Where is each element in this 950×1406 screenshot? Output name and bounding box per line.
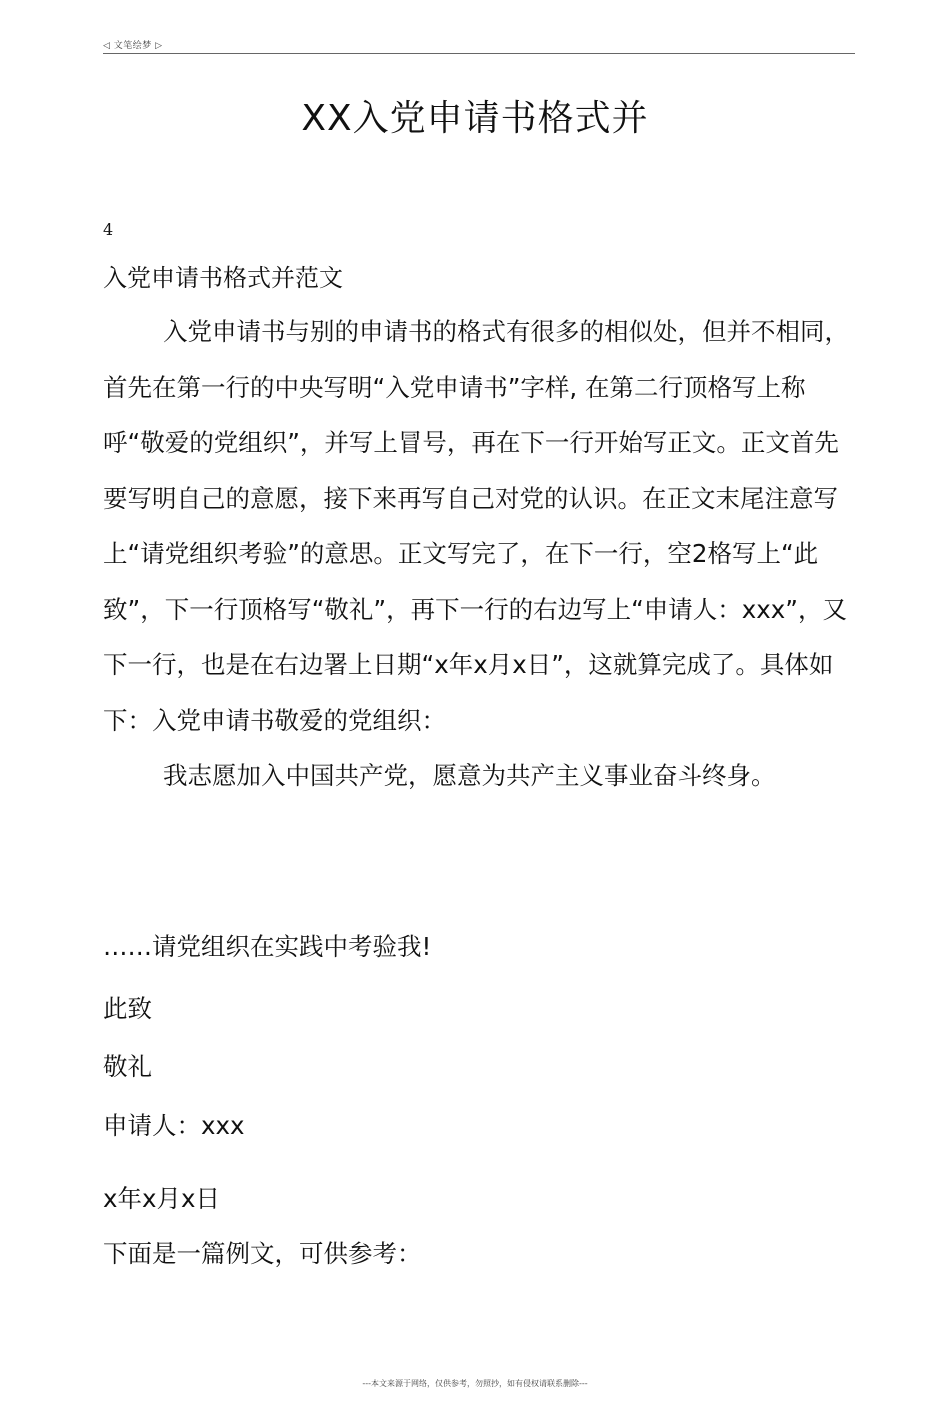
date-line: x年x月x日 <box>103 1184 220 1213</box>
page-footer: ---本文来源于网络，仅供参考，勿照抄，如有侵权请联系删除--- <box>362 1379 588 1388</box>
document-subtitle: 入党申请书格式并范文 <box>103 264 343 292</box>
example-intro: 下面是一篇例文，可供参考： <box>103 1239 422 1268</box>
closing-line: ……请党组织在实践中考验我! <box>103 932 432 961</box>
document-title: XX入党申请书格式并 <box>301 98 649 139</box>
header-divider <box>103 53 855 54</box>
applicant-line: 申请人：xxx <box>103 1111 245 1140</box>
salutation-cizhi: 此致 <box>103 994 152 1023</box>
paragraph-pledge: 我志愿加入中国共产党，愿意为共产主义事业奋斗终身。 <box>163 761 776 790</box>
page-number: 4 <box>103 220 114 239</box>
salutation-jingli: 敬礼 <box>103 1052 152 1081</box>
document-body <box>103 304 853 804</box>
page-header: ◁ 文笔绘梦 ▷ <box>103 41 163 51</box>
paragraph-format-description: 入党申请书与别的申请书的格式有很多的相似处，但并不相同，首先在第一行的中央写明“入党申请书”字样, 在第二行顶格写上称呼“敬爱的党组织”，并写上冒号，再在下一行开始写正文。正文首先要写明自己的意愿，接下来再写自己对党的认识。在正文末尾注意写上“请党组织考验”的意思。正文写完了，在下一行，空2格写上“此致”，下一行顶格写“敬礼”，再下一行的右边写上“申请人：xxx”，又下一行，也是在右边署上日期“x年x月x日”，这就算完成了。具体如下：入党申请书敬爱的党组织： <box>103 317 849 735</box>
